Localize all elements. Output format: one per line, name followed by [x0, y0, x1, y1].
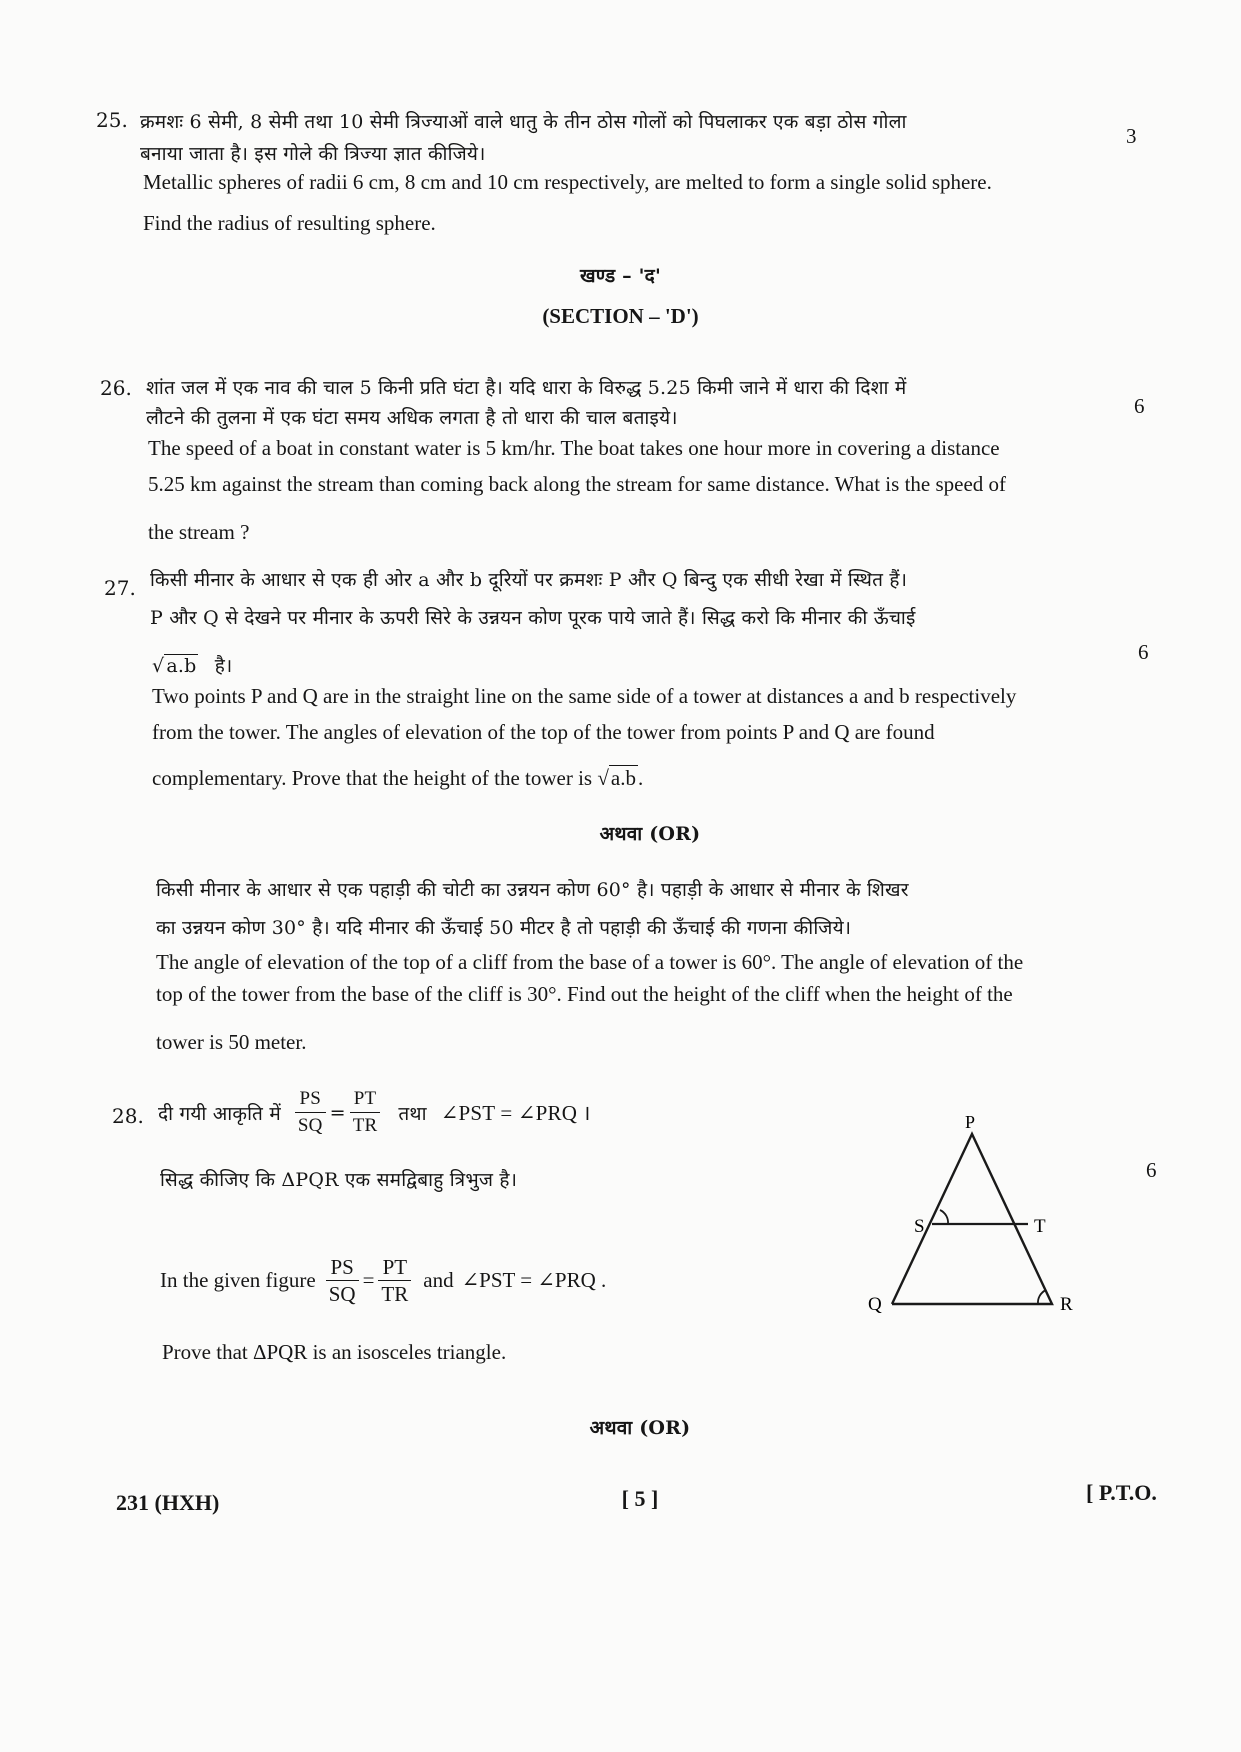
q28-english-prefix: In the given figure — [160, 1268, 316, 1292]
q26-english-line2: 5.25 km against the stream than coming back along the stream for same distance. What is the speed of — [148, 472, 1007, 496]
q28-hindi-line1 — [158, 1086, 591, 1139]
question-number: 28. — [112, 1104, 144, 1128]
q27-alt-english-line3: tower is 50 meter. — [156, 1030, 307, 1054]
q28-hindi-line2: सिद्ध कीजिए कि ΔPQR एक समद्विबाहु त्रिभुज है। — [160, 1169, 518, 1191]
q27-english-line3-end: . — [637, 766, 644, 790]
q27-hindi-line2: P और Q से देखने पर मीनार के ऊपरी सिरे के उन्नयन कोण पूरक पाये जाते हैं। सिद्ध करो कि मीनार की ऊँचाई — [150, 607, 916, 629]
q27-english-line2: from the tower. The angles of elevation of the top of the tower from points P and Q are found — [152, 720, 935, 744]
sqrt-expression — [597, 766, 638, 791]
question-number: 25. — [96, 108, 128, 132]
q27-marks: 6 — [1138, 640, 1149, 664]
vertex-q-label: Q — [868, 1294, 882, 1315]
fraction-ps-sq — [326, 1254, 359, 1307]
equals-sign: = — [362, 1268, 375, 1292]
fraction-numerator: PT — [378, 1254, 411, 1281]
page-number: [ 5 ] — [621, 1486, 659, 1511]
q26-english-line3: the stream ? — [148, 520, 250, 544]
q26-hindi-line2: लौटने की तुलना में एक घंटा समय अधिक लगता है तो धारा की चाल बताइये। — [146, 407, 678, 429]
q27-alt-hindi-line2: का उन्नयन कोण 30° है। यदि मीनार की ऊँचाई 50 मीटर है तो पहाड़ी की ऊँचाई की गणना कीजिये। — [156, 917, 852, 939]
q28-hindi-prefix: दी गयी आकृति में — [158, 1102, 281, 1125]
sqrt-radicand: a.b — [166, 655, 197, 677]
equals-sign: = — [329, 1101, 346, 1124]
section-heading-hindi: खण्ड – 'द' — [580, 265, 661, 287]
fraction-denominator: TR — [381, 1282, 409, 1306]
q25-english-line2: Find the radius of resulting sphere. — [143, 211, 436, 235]
or-label: अथवा (OR) — [589, 1417, 691, 1439]
fraction-denominator: TR — [352, 1115, 378, 1136]
q27-hindi-line3-end: है। — [214, 655, 233, 677]
q28-english-angle: ∠PST = ∠PRQ . — [461, 1268, 607, 1292]
fraction-pt-tr — [378, 1254, 411, 1307]
q28-english-and: and — [423, 1268, 454, 1292]
angle-pst-arc-icon — [940, 1210, 948, 1224]
paper-code: 231 (HXH) — [116, 1490, 220, 1515]
q27-hindi-line3 — [152, 652, 232, 678]
angle-prq-arc-icon — [1038, 1290, 1046, 1304]
pto-label: [ P.T.O. — [1086, 1480, 1157, 1505]
q28-english-line2: Prove that ΔPQR is an isosceles triangle. — [162, 1340, 507, 1364]
vertex-s-label: S — [914, 1216, 925, 1237]
sqrt-radicand: a.b — [610, 766, 636, 790]
fraction-numerator: PT — [350, 1086, 381, 1113]
question-number: 26. — [100, 376, 132, 400]
q25-hindi-line2: बनाया जाता है। इस गोले की त्रिज्या ज्ञात कीजिये। — [140, 143, 486, 165]
q27-english-line3-text: complementary. Prove that the height of the tower is — [152, 766, 593, 790]
fraction-ps-sq — [295, 1086, 326, 1139]
or-label: अथवा (OR) — [599, 823, 701, 845]
fraction-denominator: SQ — [297, 1115, 323, 1136]
fraction-numerator: PS — [326, 1254, 359, 1281]
q27-alt-hindi-line1: किसी मीनार के आधार से एक पहाड़ी की चोटी का उन्नयन कोण 60° है। पहाड़ी के आधार से मीनार के शिखर — [156, 879, 909, 901]
section-heading-english: (SECTION – 'D') — [542, 304, 699, 328]
vertex-p-label: P — [965, 1112, 976, 1132]
question-number: 27. — [104, 576, 136, 600]
q25-marks: 3 — [1126, 124, 1137, 148]
fraction-pt-tr — [350, 1086, 381, 1139]
q28-angle-condition: ∠PST = ∠PRQ । — [440, 1100, 591, 1125]
vertex-t-label: T — [1034, 1216, 1046, 1237]
sqrt-expression — [152, 655, 198, 677]
q28-english-line1 — [160, 1254, 606, 1307]
fraction-denominator: SQ — [328, 1282, 356, 1306]
sqrt-icon: √ — [597, 766, 609, 790]
q25-english-line1: Metallic spheres of radii 6 cm, 8 cm and 10 cm respectively, are melted to form a single solid sphere. — [143, 170, 992, 194]
q26-english-line1: The speed of a boat in constant water is 5 km/hr. The boat takes one hour more in covering a distance — [148, 436, 1000, 460]
fraction-numerator: PS — [295, 1086, 326, 1113]
q28-hindi-and: तथा — [398, 1102, 427, 1125]
q26-hindi-line1: शांत जल में एक नाव की चाल 5 किनी प्रति घंटा है। यदि धारा के विरुद्ध 5.25 किमी जाने में धारा की दिशा में — [146, 377, 907, 399]
q26-marks: 6 — [1134, 394, 1145, 418]
q25-hindi-line1: क्रमशः 6 सेमी, 8 सेमी तथा 10 सेमी त्रिज्याओं वाले धातु के तीन ठोस गोलों को पिघलाकर एक बड़ा ठोस गोला — [140, 111, 907, 133]
q27-alt-english-line2: top of the tower from the base of the cliff is 30°. Find out the height of the cliff when the height of the — [156, 982, 1013, 1006]
triangle-figure — [860, 1110, 1090, 1320]
q28-marks: 6 — [1146, 1158, 1157, 1182]
vertex-r-label: R — [1060, 1294, 1073, 1315]
q27-english-line3 — [152, 766, 643, 791]
sqrt-icon: √ — [152, 655, 165, 677]
q27-hindi-line1: किसी मीनार के आधार से एक ही ओर a और b दूरियों पर क्रमशः P और Q बिन्दु एक सीधी रेखा में स्थित हैं। — [150, 569, 908, 591]
q27-alt-english-line1: The angle of elevation of the top of a cliff from the base of a tower is 60°. The angle of elevation of the — [156, 950, 1024, 974]
q27-english-line1: Two points P and Q are in the straight line on the same side of a tower at distances a and b respectively — [152, 684, 1017, 708]
